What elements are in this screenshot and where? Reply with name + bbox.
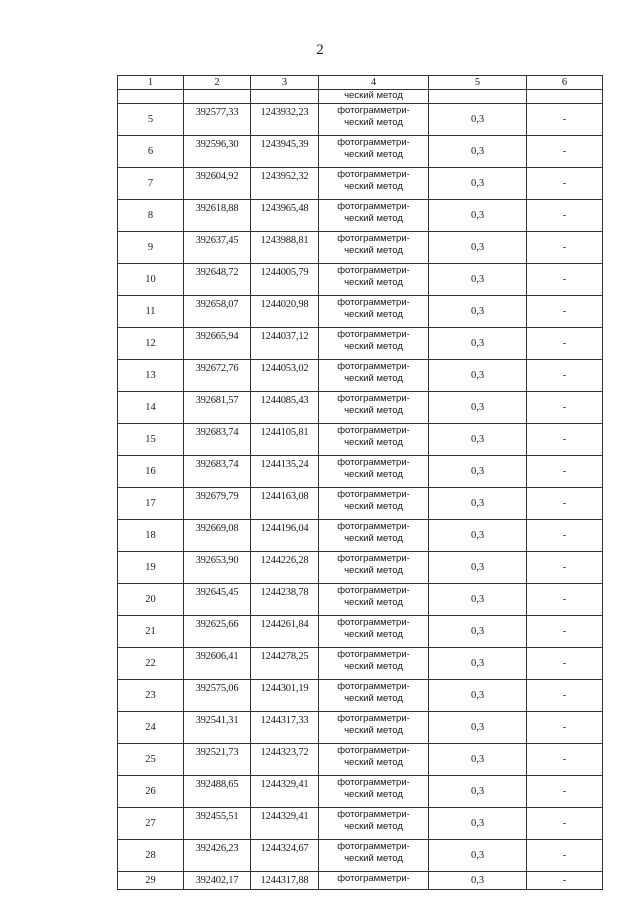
cell-method xyxy=(319,680,429,712)
cell-note: - xyxy=(527,168,603,200)
cell-method xyxy=(319,840,429,872)
cell-note: - xyxy=(527,872,603,890)
cell-x-coordinate: 392521,73 xyxy=(184,744,251,776)
cell-accuracy: 0,3 xyxy=(429,264,527,296)
cell-point-number: 10 xyxy=(118,264,184,296)
table-row xyxy=(118,296,603,328)
table-row xyxy=(118,264,603,296)
cell-y-coordinate: 1244005,79 xyxy=(251,264,319,296)
cell-method xyxy=(319,296,429,328)
cell-x-coordinate: 392577,33 xyxy=(184,104,251,136)
cell-x-coordinate: 392541,31 xyxy=(184,712,251,744)
method-line-1: фотограмметри- xyxy=(337,425,410,436)
table-row xyxy=(118,488,603,520)
cell-y-coordinate: 1244329,41 xyxy=(251,776,319,808)
table-row xyxy=(118,616,603,648)
cell-accuracy: 0,3 xyxy=(429,296,527,328)
cell-method xyxy=(319,392,429,424)
cell-y-coordinate: 1244163,08 xyxy=(251,488,319,520)
cell-x-coordinate: 392637,45 xyxy=(184,232,251,264)
cell-method xyxy=(319,488,429,520)
cell-accuracy: 0,3 xyxy=(429,776,527,808)
method-line-1: фотограмметри- xyxy=(337,489,410,500)
cell-y-coordinate: 1244301,19 xyxy=(251,680,319,712)
table-row xyxy=(118,328,603,360)
cell-note: - xyxy=(527,392,603,424)
method-line-1: фотограмметри- xyxy=(337,457,410,468)
method-line-1: фотограмметри- xyxy=(337,809,410,820)
cell-point-number: 12 xyxy=(118,328,184,360)
cell-note: - xyxy=(527,616,603,648)
cell-note: - xyxy=(527,776,603,808)
table-row xyxy=(118,840,603,872)
cell-point-number: 24 xyxy=(118,712,184,744)
cell-y-coordinate: 1244085,43 xyxy=(251,392,319,424)
cell-accuracy: 0,3 xyxy=(429,648,527,680)
cell-point-number: 20 xyxy=(118,584,184,616)
cell-accuracy: 0,3 xyxy=(429,424,527,456)
cell-accuracy: 0,3 xyxy=(429,552,527,584)
header-row xyxy=(118,76,603,90)
cell-y-coordinate: 1244053,02 xyxy=(251,360,319,392)
method-line-2: ческий метод xyxy=(344,693,403,704)
cell-note: - xyxy=(527,648,603,680)
method-line-1: фотограмметри- xyxy=(337,585,410,596)
cell-y-coordinate: 1244020,98 xyxy=(251,296,319,328)
cell-method xyxy=(319,648,429,680)
cell-accuracy: 0,3 xyxy=(429,712,527,744)
cell-method xyxy=(319,424,429,456)
method-line-1: фотограмметри- xyxy=(337,105,410,116)
cell-y-coordinate: 1243952,32 xyxy=(251,168,319,200)
cell-point-number: 19 xyxy=(118,552,184,584)
cell-method xyxy=(319,584,429,616)
table-row xyxy=(118,104,603,136)
cell-point-number: 23 xyxy=(118,680,184,712)
cell-y-coordinate: 1244226,28 xyxy=(251,552,319,584)
cell-point-number: 9 xyxy=(118,232,184,264)
cell-x-coordinate: 392683,74 xyxy=(184,456,251,488)
cell-y-coordinate: 1243945,39 xyxy=(251,136,319,168)
cell-x-coordinate: 392604,92 xyxy=(184,168,251,200)
cell-accuracy: 0,3 xyxy=(429,456,527,488)
method-line-1: фотограмметри- xyxy=(337,361,410,372)
method-line-2: ческий метод xyxy=(344,405,403,416)
cell-method xyxy=(319,104,429,136)
cell-accuracy: 0,3 xyxy=(429,520,527,552)
method-line-2: ческий метод xyxy=(344,597,403,608)
cell-x-coordinate: 392402,17 xyxy=(184,872,251,890)
cell-method xyxy=(319,872,429,890)
cell-y-coordinate: 1244238,78 xyxy=(251,584,319,616)
method-line-2: ческий метод xyxy=(344,533,403,544)
cell-accuracy: 0,3 xyxy=(429,200,527,232)
cell-point-number: 7 xyxy=(118,168,184,200)
cell-note: - xyxy=(527,808,603,840)
cell-method xyxy=(319,200,429,232)
cell-point-number: 17 xyxy=(118,488,184,520)
method-line-2: ческий метод xyxy=(344,373,403,384)
cell-y-coordinate: 1243932,23 xyxy=(251,104,319,136)
cell-accuracy: 0,3 xyxy=(429,136,527,168)
method-line-1: фотограмметри- xyxy=(337,393,410,404)
method-line-1: фотограмметри- xyxy=(337,745,410,756)
cell-accuracy: 0,3 xyxy=(429,744,527,776)
method-line-1: фотограмметри- xyxy=(337,713,410,724)
header-col-2: 2 xyxy=(184,76,251,90)
method-line-1: фотограмметри- xyxy=(337,553,410,564)
method-line-2: ческий метод xyxy=(344,309,403,320)
header-col-1: 1 xyxy=(118,76,184,90)
cell-y-coordinate: 1243988,81 xyxy=(251,232,319,264)
coordinates-table xyxy=(117,75,603,890)
cell-accuracy: 0,3 xyxy=(429,808,527,840)
cell-accuracy: 0,3 xyxy=(429,616,527,648)
cell-y-coordinate: 1244261,84 xyxy=(251,616,319,648)
method-line-1: фотограмметри- xyxy=(337,617,410,628)
table-row xyxy=(118,808,603,840)
method-line-1: фотограмметри- xyxy=(337,265,410,276)
table-row xyxy=(118,232,603,264)
cell-accuracy: 0,3 xyxy=(429,232,527,264)
cell-note: - xyxy=(527,680,603,712)
method-line-2: ческий метод xyxy=(344,757,403,768)
method-line-1: фотограмметри- xyxy=(337,233,410,244)
table-row xyxy=(118,200,603,232)
cell-point-number: 29 xyxy=(118,872,184,890)
method-line-2: ческий метод xyxy=(344,181,403,192)
cell-point-number: 5 xyxy=(118,104,184,136)
method-line-1: фотограмметри- xyxy=(337,521,410,532)
cell-point-number: 15 xyxy=(118,424,184,456)
table-row xyxy=(118,744,603,776)
method-line-2: ческий метод xyxy=(344,117,403,128)
cell-note: - xyxy=(527,488,603,520)
method-line-1: фотограмметри- xyxy=(337,329,410,340)
cell-y-coordinate: 1244317,88 xyxy=(251,872,319,890)
table-row xyxy=(118,424,603,456)
cell-point-number: 18 xyxy=(118,520,184,552)
cell-x-coordinate: 392679,79 xyxy=(184,488,251,520)
table-row xyxy=(118,360,603,392)
table-row xyxy=(118,552,603,584)
continuation-row xyxy=(118,90,603,104)
table-row xyxy=(118,392,603,424)
method-line-1: фотограмметри- xyxy=(337,777,410,788)
cell-method xyxy=(319,136,429,168)
method-line-1: фотограмметри- xyxy=(337,137,410,148)
cell-x-coordinate: 392658,07 xyxy=(184,296,251,328)
table-row xyxy=(118,136,603,168)
cell-y-coordinate: 1244324,67 xyxy=(251,840,319,872)
method-line-2: ческий метод xyxy=(344,725,403,736)
cell-x-coordinate: 392455,51 xyxy=(184,808,251,840)
cell-note: - xyxy=(527,296,603,328)
cell-y-coordinate: 1244135,24 xyxy=(251,456,319,488)
cell-method xyxy=(319,328,429,360)
method-line-2: ческий метод xyxy=(344,789,403,800)
method-line-2: ческий метод xyxy=(344,437,403,448)
cell-point-number: 26 xyxy=(118,776,184,808)
cell-x-coordinate: 392618,88 xyxy=(184,200,251,232)
cell-x-coordinate: 392665,94 xyxy=(184,328,251,360)
cell-point-number: 21 xyxy=(118,616,184,648)
cell-y-coordinate: 1244317,33 xyxy=(251,712,319,744)
table-row xyxy=(118,712,603,744)
cell-note: - xyxy=(527,264,603,296)
cell-x-coordinate: 392625,66 xyxy=(184,616,251,648)
cell-accuracy: 0,3 xyxy=(429,488,527,520)
cell-method xyxy=(319,552,429,584)
cell-y-coordinate: 1244196,04 xyxy=(251,520,319,552)
method-line-2: ческий метод xyxy=(344,661,403,672)
method-line-2: ческий метод xyxy=(344,821,403,832)
cell-point-number: 22 xyxy=(118,648,184,680)
cell-x-coordinate: 392653,90 xyxy=(184,552,251,584)
cell-method xyxy=(319,776,429,808)
cell-method xyxy=(319,360,429,392)
cell-accuracy: 0,3 xyxy=(429,392,527,424)
method-line-1: фотограмметри- xyxy=(337,201,410,212)
cell-x-coordinate: 392575,06 xyxy=(184,680,251,712)
cell-method xyxy=(319,232,429,264)
cell-note: - xyxy=(527,232,603,264)
cell-point-number: 27 xyxy=(118,808,184,840)
cell-x-coordinate: 392672,76 xyxy=(184,360,251,392)
cell-method xyxy=(319,808,429,840)
method-line-2: ческий метод xyxy=(344,501,403,512)
cell-accuracy: 0,3 xyxy=(429,104,527,136)
cell-y-coordinate: 1244323,72 xyxy=(251,744,319,776)
cell-point-number: 14 xyxy=(118,392,184,424)
cell-x-coordinate: 392596,30 xyxy=(184,136,251,168)
cell-x-coordinate: 392669,08 xyxy=(184,520,251,552)
header-col-3: 3 xyxy=(251,76,319,90)
cell-accuracy: 0,3 xyxy=(429,872,527,890)
method-line-1: фотограмметри- xyxy=(337,297,410,308)
table-row xyxy=(118,776,603,808)
method-line-2: ческий метод xyxy=(344,629,403,640)
method-line-2: ческий метод xyxy=(344,853,403,864)
cell-x-coordinate: 392426,23 xyxy=(184,840,251,872)
cell-note: - xyxy=(527,104,603,136)
method-line-2: ческий метод xyxy=(344,277,403,288)
cell-point-number: 8 xyxy=(118,200,184,232)
cell-empty xyxy=(118,90,184,104)
cell-accuracy: 0,3 xyxy=(429,168,527,200)
cell-method xyxy=(319,744,429,776)
cell-method xyxy=(319,712,429,744)
cell-method-continuation: ческий метод xyxy=(319,90,429,104)
table-row xyxy=(118,584,603,616)
cell-note: - xyxy=(527,744,603,776)
cell-empty xyxy=(429,90,527,104)
cell-empty xyxy=(184,90,251,104)
table-row xyxy=(118,520,603,552)
method-line-2: ческий метод xyxy=(344,149,403,160)
cell-accuracy: 0,3 xyxy=(429,328,527,360)
cell-point-number: 6 xyxy=(118,136,184,168)
cell-point-number: 28 xyxy=(118,840,184,872)
cell-accuracy: 0,3 xyxy=(429,840,527,872)
cell-x-coordinate: 392683,74 xyxy=(184,424,251,456)
table-row xyxy=(118,680,603,712)
method-line-2: ческий метод xyxy=(344,245,403,256)
method-line-1: фотограмметри- xyxy=(337,649,410,660)
cell-method xyxy=(319,520,429,552)
method-line-1: фотограмметри- xyxy=(337,873,410,884)
table-row xyxy=(118,168,603,200)
cell-x-coordinate: 392488,65 xyxy=(184,776,251,808)
table-row xyxy=(118,456,603,488)
cell-point-number: 11 xyxy=(118,296,184,328)
method-line-2: ческий метод xyxy=(344,341,403,352)
cell-accuracy: 0,3 xyxy=(429,680,527,712)
cell-method xyxy=(319,264,429,296)
header-col-6: 6 xyxy=(527,76,603,90)
cell-x-coordinate: 392606,41 xyxy=(184,648,251,680)
cell-method xyxy=(319,168,429,200)
cell-note: - xyxy=(527,360,603,392)
method-line-1: фотограмметри- xyxy=(337,169,410,180)
method-line-1: фотограмметри- xyxy=(337,841,410,852)
cell-y-coordinate: 1244037,12 xyxy=(251,328,319,360)
cell-accuracy: 0,3 xyxy=(429,360,527,392)
cell-point-number: 13 xyxy=(118,360,184,392)
cell-x-coordinate: 392681,57 xyxy=(184,392,251,424)
cell-note: - xyxy=(527,456,603,488)
table-row xyxy=(118,872,603,890)
cell-y-coordinate: 1244329,41 xyxy=(251,808,319,840)
cell-x-coordinate: 392648,72 xyxy=(184,264,251,296)
cell-y-coordinate: 1243965,48 xyxy=(251,200,319,232)
cell-note: - xyxy=(527,584,603,616)
cell-note: - xyxy=(527,520,603,552)
cell-point-number: 25 xyxy=(118,744,184,776)
page-number: 2 xyxy=(316,42,324,58)
header-col-5: 5 xyxy=(429,76,527,90)
cell-y-coordinate: 1244278,25 xyxy=(251,648,319,680)
cell-x-coordinate: 392645,45 xyxy=(184,584,251,616)
cell-note: - xyxy=(527,712,603,744)
method-line-2: ческий метод xyxy=(344,565,403,576)
cell-y-coordinate: 1244105,81 xyxy=(251,424,319,456)
cell-empty xyxy=(251,90,319,104)
cell-note: - xyxy=(527,328,603,360)
cell-empty xyxy=(527,90,603,104)
cell-note: - xyxy=(527,200,603,232)
cell-accuracy: 0,3 xyxy=(429,584,527,616)
method-line-2: ческий метод xyxy=(344,469,403,480)
cell-method xyxy=(319,616,429,648)
table-row xyxy=(118,648,603,680)
method-line-2: ческий метод xyxy=(344,213,403,224)
header-col-4: 4 xyxy=(319,76,429,90)
cell-method xyxy=(319,456,429,488)
method-line-1: фотограмметри- xyxy=(337,681,410,692)
cell-note: - xyxy=(527,424,603,456)
cell-point-number: 16 xyxy=(118,456,184,488)
cell-note: - xyxy=(527,136,603,168)
cell-note: - xyxy=(527,552,603,584)
cell-note: - xyxy=(527,840,603,872)
